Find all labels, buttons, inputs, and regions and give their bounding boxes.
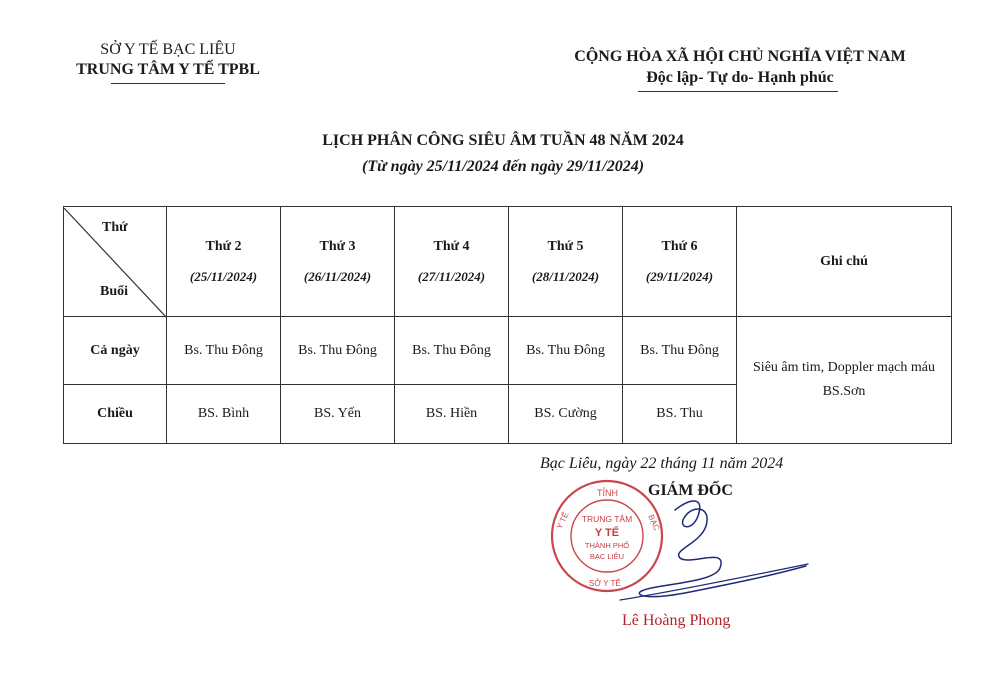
schedule-cell: BS. Cường [509,385,623,444]
stamp-ring-left: Y TẾ [554,510,571,531]
day-header [395,207,509,317]
agency-underline [111,83,225,84]
place-date: Bạc Liêu, ngày 22 tháng 11 năm 2024 [540,455,784,472]
stamp-ring-right: BẠC [646,513,662,532]
note-cell [737,317,952,444]
day-header [167,207,281,317]
document-title: LỊCH PHÂN CÔNG SIÊU ÂM TUẦN 48 NĂM 2024 [322,132,684,149]
schedule-cell: Bs. Thu Đông [623,317,737,385]
stamp-center-4: BẠC LIÊU [589,552,625,561]
day-date: (28/11/2024) [531,268,600,284]
signature [580,488,810,613]
signature-stroke [580,488,810,608]
national-title: CỘNG HÒA XÃ HỘI CHỦ NGHĨA VIỆT NAM [574,48,906,65]
day-header [281,207,395,317]
note-doctor: BS.Sơn [822,384,866,399]
table-row [64,317,952,385]
stamp-ring-top: TỈNH [597,488,618,498]
day-header [623,207,737,317]
motto-underline [638,91,838,92]
schedule-cell: Bs. Thu Đông [395,317,509,385]
national-header [520,46,960,92]
table-header-row [64,207,952,317]
schedule-cell: Bs. Thu Đông [509,317,623,385]
note-header: Ghi chú [737,207,952,317]
session-label: Chiều [64,385,167,444]
day-date: (29/11/2024) [645,268,714,284]
document-subtitle: (Từ ngày 25/11/2024 đến ngày 29/11/2024) [361,158,645,175]
day-name: Thứ 4 [433,238,470,254]
agency-name: TRUNG TÂM Y TẾ TPBL [76,61,260,78]
schedule-cell: BS. Bình [167,385,281,444]
schedule-cell: BS. Hiền [395,385,509,444]
note-text: Siêu âm tim, Doppler mạch máu [753,360,935,375]
stamp-center-3: THÀNH PHỐ [584,541,630,550]
day-header [509,207,623,317]
day-name: Thứ 2 [205,238,242,254]
corner-day-label: Thứ [102,219,128,235]
agency-header [58,40,278,84]
schedule-cell: Bs. Thu Đông [281,317,395,385]
agency-parent: SỞ Y TẾ BẠC LIÊU [100,41,236,58]
national-motto: Độc lập- Tự do- Hạnh phúc [646,69,834,86]
schedule-cell: BS. Yến [281,385,395,444]
day-name: Thứ 6 [661,238,698,254]
director-title: GIÁM ĐỐC [648,482,733,499]
schedule-cell: BS. Thu [623,385,737,444]
schedule-table [63,206,952,444]
stamp-center-2: Y TẾ [594,527,620,539]
stamp-ring-bottom: SỞ Y TẾ [589,579,621,588]
corner-cell [64,207,167,317]
day-name: Thứ 3 [319,238,356,254]
session-label: Cả ngày [64,317,167,385]
schedule-cell: Bs. Thu Đông [167,317,281,385]
signer-name: Lê Hoàng Phong [622,612,731,629]
stamp-center-1: TRUNG TÂM [581,514,633,524]
day-date: (25/11/2024) [189,268,258,284]
corner-session-label: Buổi [100,283,129,299]
day-date: (26/11/2024) [303,268,372,284]
day-name: Thứ 5 [547,238,584,254]
day-date: (27/11/2024) [417,268,486,284]
